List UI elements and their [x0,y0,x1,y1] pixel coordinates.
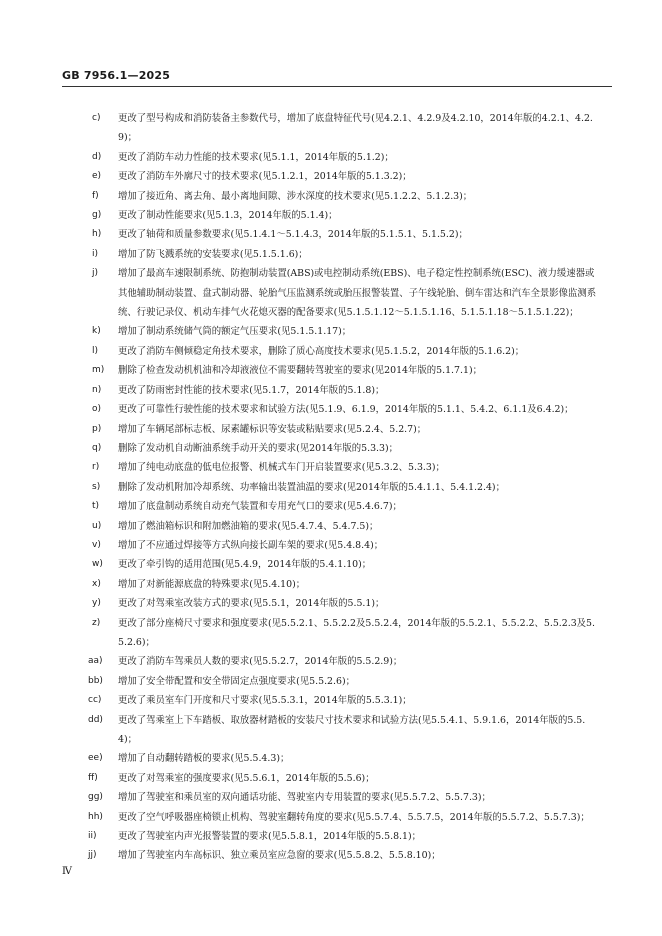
change-item [0,361,662,380]
change-marker: s) [92,481,101,492]
change-text: 更改了对驾乘室的强度要求(见5.5.6.1，2014年版的5.5.6)； [118,772,375,784]
change-marker: q) [92,442,102,453]
change-text: 更改了可靠性行驶性能的技术要求和试验方法(见5.1.9、6.1.9，2014年版的5.1.1、5.4.2、6.1.1及6.4.2)； [118,404,574,416]
change-text: 增加了车辆尾部标志板、尿素罐标识等安装或粘贴要求(见5.2.4、5.2.7)； [118,423,427,435]
change-item [0,264,662,322]
change-item [0,536,662,555]
change-marker: cc) [88,695,102,706]
change-text: 增加了驾驶室内车高标识、独立乘员室应急窗的要求(见5.5.8.2、5.5.8.10)； [118,850,441,862]
change-marker: p) [92,423,102,434]
change-marker: m) [92,365,105,376]
change-text: 更改了部分座椅尺寸要求和强度要求(见5.5.2.1、5.5.2.2及5.5.2.4，2014年版的5.5.2.1、5.5.2.2、5.5.2.3及5.5.2.6)； [118,617,596,648]
header-divider [62,86,612,87]
change-marker: z) [92,617,101,628]
change-item [0,808,662,827]
change-text: 更改了型号构成和消防装备主参数代号，增加了底盘特征代号(见4.2.1、4.2.9及4.2.10，2014年版的4.2.1、4.2.9)； [118,113,593,144]
change-marker: r) [92,462,100,473]
change-item [0,517,662,536]
change-marker: gg) [88,792,103,803]
change-item [0,691,662,710]
change-text: 增加了制动系统储气筒的额定气压要求(见5.1.5.1.17)； [118,326,352,338]
change-item [0,788,662,807]
change-marker: jj) [88,850,97,861]
change-text: 增加了接近角、离去角、最小离地间隙、涉水深度的技术要求(见5.1.2.2、5.1.2.3)； [118,190,473,202]
change-item [0,225,662,244]
change-text: 更改了牵引钩的适用范围(见5.4.9，2014年版的5.4.1.10)； [118,559,372,571]
change-text: 增加了安全带配置和安全带固定点强度要求(见5.5.2.6)； [118,675,355,687]
change-marker: l) [92,345,99,356]
change-item [0,342,662,361]
change-text: 增加了防飞溅系统的安装要求(见5.1.5.1.6)； [118,248,308,260]
change-item [0,148,662,167]
change-marker: g) [92,210,102,221]
change-marker: aa) [88,656,103,667]
change-marker: x) [92,578,101,589]
change-marker: n) [92,384,102,395]
change-text: 更改了驾乘室上下车踏板、取放器材踏板的安装尺寸技术要求和试验方法(见5.5.4.1、5.9.1.6，2014年版的5.5.4)； [118,714,586,745]
change-marker: w) [92,559,103,570]
change-item [0,245,662,264]
change-marker: ff) [88,772,98,783]
change-text: 更改了制动性能要求(见5.1.3，2014年版的5.1.4)； [118,210,338,222]
change-text: 更改了对驾乘室改装方式的要求(见5.5.1，2014年版的5.5.1)； [118,598,385,610]
change-marker: k) [92,326,101,337]
change-marker: u) [92,520,102,531]
change-marker: j) [92,268,99,279]
change-item [0,575,662,594]
change-item [0,711,662,750]
change-marker: e) [92,171,102,182]
change-text: 增加了底盘制动系统自动充气装置和专用充气口的要求(见5.4.6.7)； [118,501,402,513]
change-text: 删除了发动机自动断油系统手动开关的要求(见2014年版的5.3.3)； [118,442,399,454]
change-text: 增加了自动翻转踏板的要求(见5.5.4.3)； [118,753,290,765]
change-item [0,614,662,653]
change-marker: d) [92,151,102,162]
change-item [0,381,662,400]
change-item [0,420,662,439]
change-item [0,458,662,477]
change-item [0,167,662,186]
change-marker: y) [92,598,101,609]
change-text: 增加了不应通过焊接等方式纵向接长副车架的要求(见5.4.8.4)； [118,539,384,551]
change-item [0,439,662,458]
change-item [0,322,662,341]
change-text: 增加了最高车速限制系统、防抱制动装置(ABS)或电控制动系统(EBS)、电子稳定性控制系统(ESC)、液力缓速器或其他辅助制动装置、盘式制动器、轮胎气压监测系统或胎压报警装置、子午线轮胎、倒车雷达和汽车全景影像监测系统、行驶记录仪、机动车排气火花熄灭器的配备要求(见5.1.5.1.12～5.1.5.1.16、5.1.5.1.18～5.1.5.1.22)； [118,268,597,319]
change-text: 更改了驾驶室内声光报警装置的要求(见5.5.8.1，2014年版的5.5.8.1)； [118,831,422,843]
change-text: 更改了消防车外廓尺寸的技术要求(见5.1.2.1，2014年版的5.1.3.2)； [118,171,412,183]
change-text: 删除了发动机附加冷却系统、功率输出装置油温的要求(见2014年版的5.4.1.1、5.4.1.2.4)； [118,481,505,493]
change-marker: hh) [88,811,103,822]
change-text: 更改了空气呼吸器座椅锁止机构、驾驶室翻转角度的要求(见5.5.7.4、5.5.7.5，2014年版的5.5.7.2、5.5.7.3)； [118,811,590,823]
change-item [0,555,662,574]
change-marker: ee) [88,753,103,764]
change-marker: i) [92,248,99,259]
change-item [0,594,662,613]
page-number: Ⅳ [62,866,72,877]
change-item [0,400,662,419]
standard-number: GB 7956.1—2025 [62,69,171,82]
changes-list [0,109,662,866]
change-marker: c) [92,113,101,123]
change-text: 增加了驾驶室和乘员室的双向通话功能、驾驶室内专用装置的要求(见5.5.7.2、5.5.7.3)； [118,792,491,804]
change-marker: t) [92,501,100,512]
change-marker: h) [92,229,102,240]
change-item [0,478,662,497]
change-marker: v) [92,539,101,550]
change-item [0,749,662,768]
change-text: 更改了消防车动力性能的技术要求(见5.1.1，2014年版的5.1.2)； [118,151,394,163]
change-text: 更改了消防车侧倾稳定角技术要求，删除了质心高度技术要求(见5.1.5.2，2014年版的5.1.6.2)； [118,345,525,357]
change-marker: dd) [88,714,103,725]
change-text: 删除了检查发动机机油和冷却液液位不需要翻转驾驶室的要求(见2014年版的5.1.7.1)； [118,365,482,377]
change-marker: ii) [88,831,97,842]
change-item [0,206,662,225]
change-text: 增加了燃油箱标识和附加燃油箱的要求(见5.4.7.4、5.4.7.5)； [118,520,379,532]
change-marker: f) [92,190,99,201]
change-item [0,827,662,846]
change-item [0,672,662,691]
change-marker: o) [92,404,102,415]
change-text: 更改了轴荷和质量参数要求(见5.1.4.1～5.1.4.3，2014年版的5.1.5.1、5.1.5.2)； [118,229,468,241]
change-text: 增加了对新能源底盘的特殊要求(见5.4.10)； [118,578,306,590]
change-item [0,846,662,865]
change-item [0,497,662,516]
change-item [0,769,662,788]
change-item [0,109,662,148]
change-text: 更改了消防车驾乘员人数的要求(见5.5.2.7，2014年版的5.5.2.9)； [118,656,403,668]
change-marker: bb) [88,675,103,686]
change-text: 更改了乘员室车门开度和尺寸要求(见5.5.3.1，2014年版的5.5.3.1)； [118,695,412,707]
change-item [0,652,662,671]
change-item [0,187,662,206]
change-text: 增加了纯电动底盘的低电位报警、机械式车门开启装置要求(见5.3.2、5.3.3)； [118,462,445,474]
change-text: 更改了防雨密封性能的技术要求(见5.1.7，2014年版的5.1.8)； [118,384,385,396]
